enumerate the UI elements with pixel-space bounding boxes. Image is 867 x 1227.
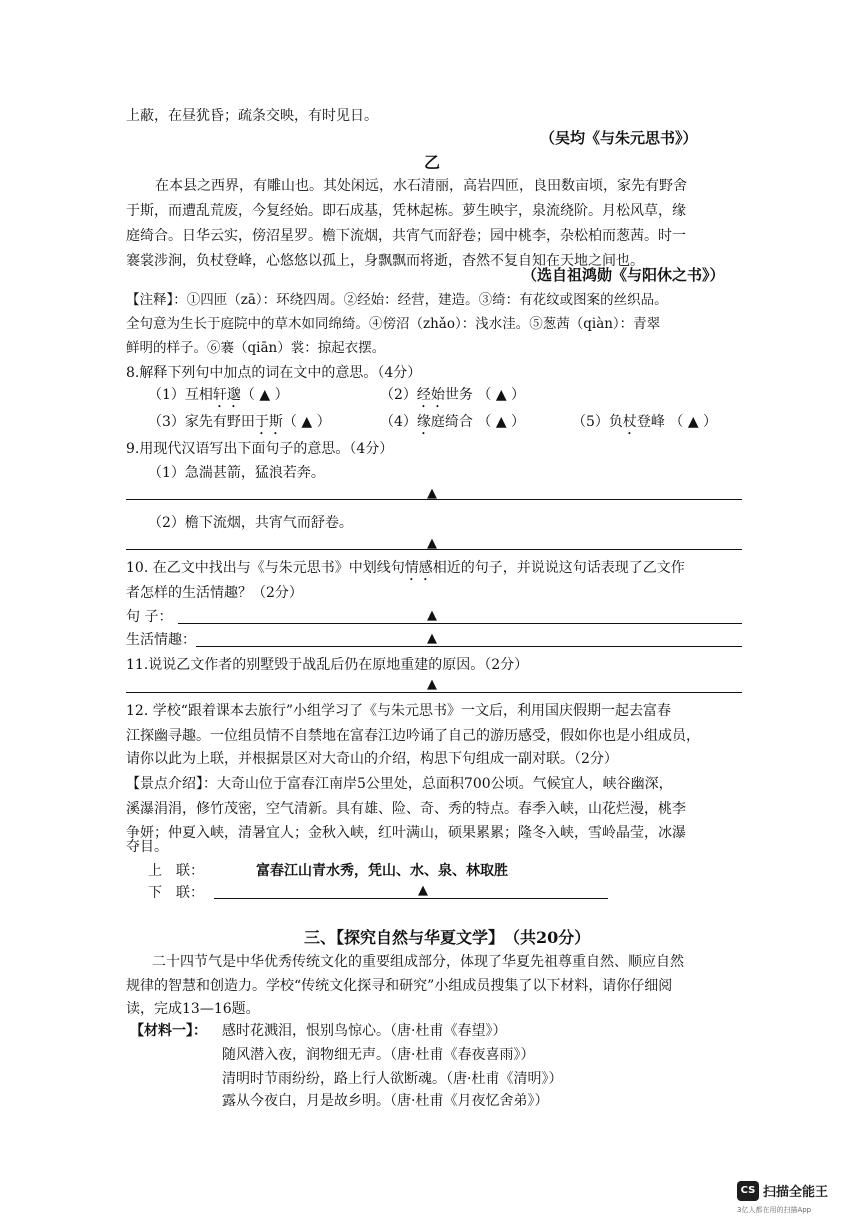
passage-jia-tail: 上蔽，在昼犹昏；疏条交映，有时见日。 bbox=[126, 108, 378, 124]
answer-line[interactable] bbox=[126, 549, 742, 550]
passage-jia-source: （吴均《与朱元思书》） bbox=[540, 129, 698, 147]
passage-yi-line: 褰裳涉涧，负杖登峰，心悠悠以孤上，身飘飘而将逝，杳然不复自知在天地之间也。 bbox=[126, 253, 644, 269]
question-12-line: 12. 学校“跟着课本去旅行”小组学习了《与朱元思书》一文后，利用国庆假期一起去富春 bbox=[126, 703, 672, 719]
passage-yi-line: 在本县之西界，有雕山也。其处闲远，水石清丽，高岩四匝，良田数亩顷，家先有野舍 bbox=[155, 178, 687, 194]
question-9-stem: 9.用现代汉语写出下面句子的意思。（4分） bbox=[126, 441, 394, 457]
answer-mark: ▲ bbox=[427, 608, 437, 623]
material-1-label: 【材料一】： bbox=[130, 1023, 207, 1039]
scenic-intro-line: 【景点介绍】：大奇山位于富春江南岸5公里处，总面积700公顷。气候宜人，峡谷幽深， bbox=[126, 776, 673, 792]
couplet-upper-label: 上 联： bbox=[148, 863, 204, 879]
answer-mark: ▲ bbox=[427, 677, 437, 692]
answer-line[interactable] bbox=[214, 898, 608, 899]
answer-mark: ▲ bbox=[427, 486, 437, 501]
question-10-line: 10. 在乙文中找出与《与朱元思书》中划线句情感相近的句子，并说说这句话表现了乙文作 bbox=[126, 560, 685, 576]
camscanner-logo-icon: CS bbox=[737, 1181, 759, 1201]
question-10-label-sentence: 句 子： bbox=[126, 609, 173, 625]
scenic-intro-line: 溪瀑涓涓，修竹茂密，空气清新。具有雄、险、奇、秀的特点。春季入峡，山花烂漫，桃李 bbox=[126, 801, 686, 817]
answer-line[interactable] bbox=[178, 623, 742, 624]
question-12-line: 请你以此为上联，并根据景区对大奇山的介绍，构思下句组成一副对联。（2分） bbox=[126, 751, 618, 767]
answer-mark: ▲ bbox=[418, 883, 428, 898]
couplet-upper-text: 富春江山青水秀，凭山、水、泉、林取胜 bbox=[256, 863, 508, 879]
answer-mark: ▲ bbox=[427, 631, 437, 646]
question-8-item-5: （5）负杖登峰 （ ▲ ） bbox=[572, 414, 718, 430]
question-12-line: 江探幽寻趣。一位组员情不自禁地在富春江边吟诵了自己的游历感受，假如你也是小组成员， bbox=[126, 728, 700, 744]
couplet-lower-label: 下 联： bbox=[148, 885, 204, 901]
section-3-intro: 读，完成13—16题。 bbox=[126, 1001, 260, 1017]
question-8-item-3: （3）家先有野田于斯（ ▲ ） bbox=[148, 414, 331, 430]
material-1-line: 露从今夜白，月是故乡明。（唐·杜甫《月夜忆舍弟》） bbox=[222, 1093, 549, 1109]
scanner-watermark bbox=[737, 1179, 849, 1215]
section-3-intro: 二十四节气是中华优秀传统文化的重要组成部分，体现了华夏先祖尊重自然、顺应自然 bbox=[152, 954, 684, 970]
question-10-label-interest: 生活情趣： bbox=[126, 632, 196, 648]
answer-line[interactable] bbox=[126, 692, 742, 693]
question-8-item-1: （1）互相轩邈（ ▲ ） bbox=[148, 387, 289, 403]
question-11-stem: 11.说说乙文作者的别墅毁于战乱后仍在原地重建的原因。（2分） bbox=[126, 657, 529, 673]
passage-yi-line: 于斯，而遭乱荒废，今复经始。即石成基，凭林起栋。萝生映宇，泉流绕阶。月松风草，缘 bbox=[126, 203, 686, 219]
scenic-intro-line: 夺目。 bbox=[126, 839, 168, 855]
material-1-line: 感时花溅泪，恨别鸟惊心。（唐·杜甫《春望》） bbox=[222, 1023, 507, 1039]
material-1-line: 清明时节雨纷纷，路上行人欲断魂。（唐·杜甫《清明》） bbox=[222, 1071, 563, 1087]
answer-line[interactable] bbox=[196, 646, 742, 647]
question-9-sentence-1: （1）急湍甚箭，猛浪若奔。 bbox=[148, 465, 325, 481]
passage-yi-heading: 乙 bbox=[424, 153, 441, 172]
watermark-title: 扫描全能王 bbox=[763, 1185, 829, 1200]
question-8-item-2: （2）经始世务 （ ▲ ） bbox=[380, 387, 526, 403]
answer-line[interactable] bbox=[126, 499, 742, 500]
question-9-sentence-2: （2）檐下流烟，共宵气而舒卷。 bbox=[148, 515, 353, 531]
question-8-stem: 8.解释下列句中加点的词在文中的意思。（4分） bbox=[126, 365, 422, 381]
watermark-subtitle: 3亿人都在用的扫描App bbox=[737, 1206, 812, 1214]
section-3-intro: 规律的智慧和创造力。学校“传统文化探寻和研究”小组成员搜集了以下材料，请你仔细阅 bbox=[126, 978, 673, 994]
notes-line: 鲜明的样子。⑥褰（qiān）裳：掠起衣摆。 bbox=[126, 340, 386, 356]
passage-yi-source: （选自祖鸿勋《与阳休之书》） bbox=[522, 266, 725, 284]
question-8-item-4: （4）缘庭绮合 （ ▲ ） bbox=[380, 414, 526, 430]
question-10-line: 者怎样的生活情趣？（2分） bbox=[126, 585, 303, 601]
scenic-intro-line: 争妍；仲夏入峡，清暑宜人；金秋入峡，红叶满山，硕果累累；隆冬入峡，雪岭晶莹，冰瀑 bbox=[126, 825, 686, 841]
notes-line: 【注释】：①四匝（zā）：环绕四周。②经始：经营，建造。③绮：有花纹或图案的丝织品。 bbox=[126, 292, 668, 308]
section-3-title: 三、【探究自然与华夏文学】 （共20分） bbox=[304, 928, 591, 947]
notes-line: 全句意为生长于庭院中的草木如同绵绮。④傍沼（zhǎo）：浅水洼。⑤葱茜（qiàn）：青翠 bbox=[126, 316, 661, 332]
answer-mark: ▲ bbox=[427, 536, 437, 551]
passage-yi-line: 庭绮合。日华云实，傍沼星罗。檐下流烟，共宵气而舒卷；园中桃李，杂松柏而葱茜。时一 bbox=[126, 228, 686, 244]
material-1-line: 随风潜入夜，润物细无声。（唐·杜甫《春夜喜雨》） bbox=[222, 1047, 535, 1063]
